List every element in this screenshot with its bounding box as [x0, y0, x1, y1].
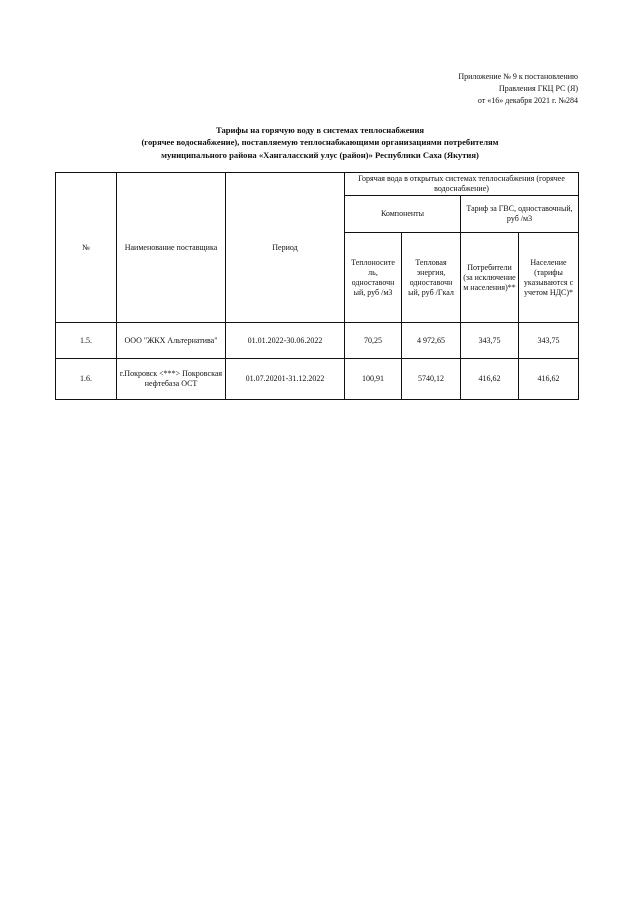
cell-population: 343,75	[519, 323, 579, 359]
title-line-3: муниципального района «Хангаласский улус (район)» Республики Саха (Якутия)	[161, 149, 479, 160]
cell-thermal-energy: 5740,12	[402, 359, 461, 400]
header-period: Период	[226, 173, 345, 323]
header-coolant: Теплоносите ль, одноставочн ый, руб /м3	[345, 233, 402, 323]
header-components: Компоненты	[345, 196, 461, 233]
header-consumers: Потребители (за исключение м населения)**	[461, 233, 519, 323]
appendix-line-2: Правления ГКЦ РС (Я)	[498, 84, 578, 93]
cell-population: 416,62	[519, 359, 579, 400]
table-row	[56, 323, 579, 359]
header-num: №	[56, 173, 117, 323]
cell-num: 1.6.	[56, 359, 117, 400]
cell-num: 1.5.	[56, 323, 117, 359]
appendix-line-1: Приложение № 9 к постановлению	[458, 72, 578, 81]
cell-thermal-energy: 4 972,65	[402, 323, 461, 359]
header-population: Население (тарифы указываются с учетом НДС)*	[519, 233, 579, 323]
header-tariff: Тариф за ГВС, одноставочный, руб /м3	[461, 196, 579, 233]
title-line-2: (горячее водоснабжение), поставляемую теплоснабжающими организациями потребителям	[141, 137, 499, 148]
header-hot-water-group: Горячая вода в открытых системах теплоснабжения (горячее водоснабжение)	[345, 173, 579, 196]
cell-period: 01.07.20201-31.12.2022	[226, 359, 345, 400]
cell-consumers: 416,62	[461, 359, 519, 400]
cell-consumers: 343,75	[461, 323, 519, 359]
cell-coolant: 100,91	[345, 359, 402, 400]
appendix-line-3: от «16» декабря 2021 г. №284	[477, 96, 578, 105]
table-row	[56, 359, 579, 400]
document-title	[40, 124, 600, 161]
cell-supplier: г.Покровск <***> Покровская нефтебаза ОСТ	[117, 359, 226, 400]
appendix-note	[358, 71, 578, 107]
cell-supplier: ООО "ЖКХ Альтернатива"	[117, 323, 226, 359]
cell-period: 01.01.2022-30.06.2022	[226, 323, 345, 359]
title-line-1: Тарифы на горячую воду в системах теплоснабжения	[215, 125, 425, 135]
tariff-table	[55, 172, 579, 400]
header-thermal-energy: Тепловая энергия, одноставочн ый, руб /Гкал	[402, 233, 461, 323]
cell-coolant: 70,25	[345, 323, 402, 359]
header-supplier: Наименование поставщика	[117, 173, 226, 323]
